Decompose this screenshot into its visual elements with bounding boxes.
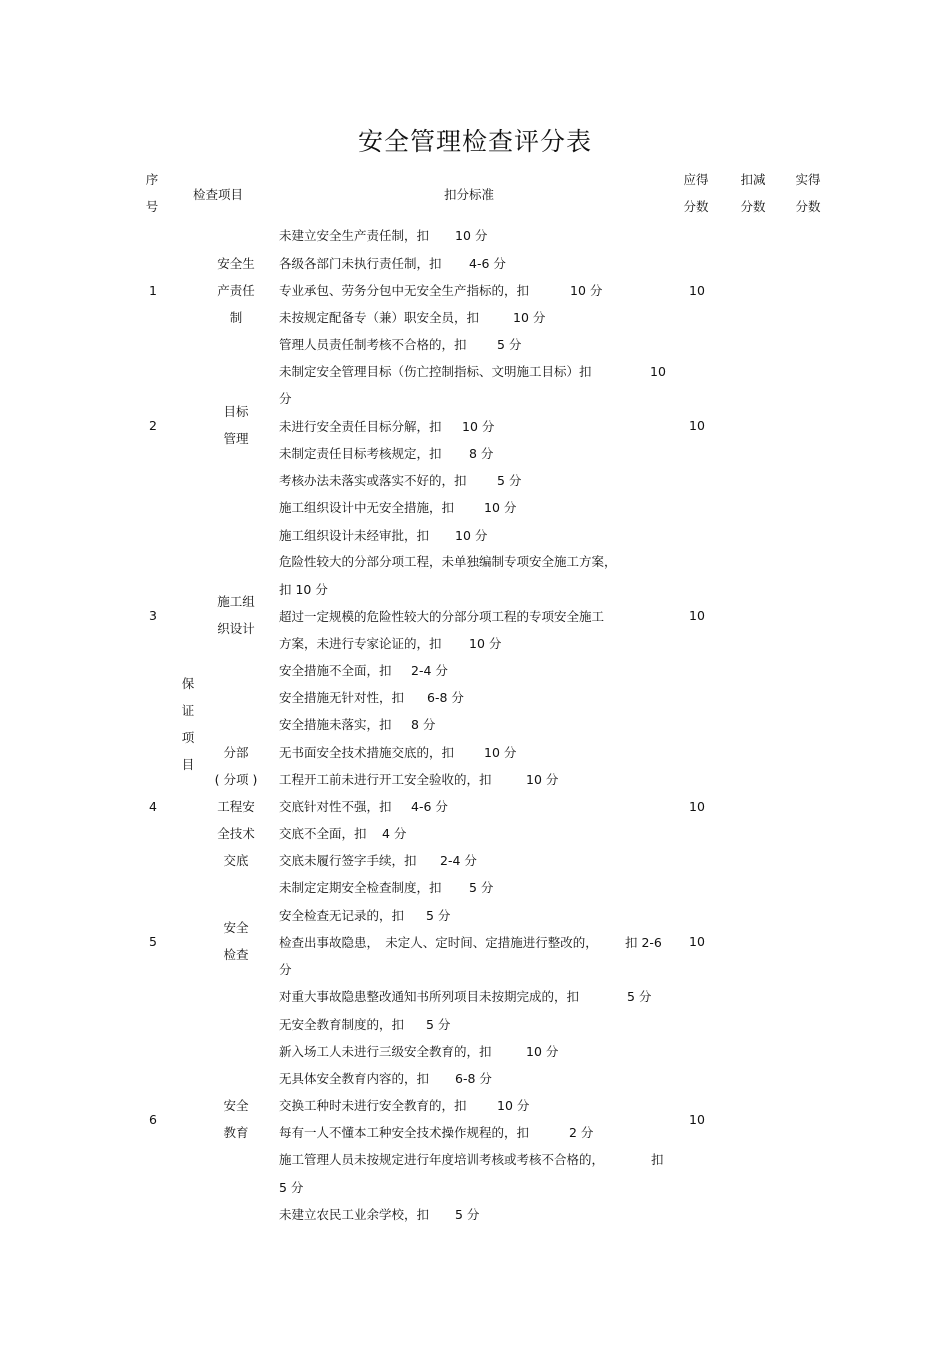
criterion-text: 未建立农民工业余学校，扣 (279, 1207, 430, 1222)
criterion-text: 交底不全面，扣 (279, 826, 367, 841)
criterion-text: 施工组织设计未经审批，扣 (279, 528, 430, 543)
criterion-text: 超过一定规模的危险性较大的分部分项工程的专项安全施工 (279, 609, 605, 624)
criterion-text: 交底针对性不强，扣 (279, 799, 392, 814)
header-seq: 号 (145, 199, 159, 214)
criterion-deduction: 6-8 分 (427, 690, 464, 705)
criterion-text: 施工管理人员未按规定进行年度培训考核或考核不合格的， (279, 1152, 605, 1167)
criterion-text: 无安全教育制度的，扣 (279, 1017, 405, 1032)
section-name: 交底 (223, 852, 249, 868)
criterion-deduction: 10 (650, 364, 666, 379)
criterion-text: 对重大事故隐患整改通知书所列项目未按期完成的，扣 (279, 989, 580, 1004)
header-actual-score: 分数 (795, 199, 821, 214)
section-number: 4 (149, 799, 157, 814)
criterion-deduction: 10 分 (455, 528, 488, 543)
header-due-score: 分数 (683, 199, 709, 214)
section-name: 管理 (223, 431, 249, 446)
header-seq: 序 (145, 172, 159, 187)
criterion-deduction: 10 分 (513, 310, 546, 325)
criterion-deduction: 4-6 分 (411, 799, 448, 814)
criterion-text: 未制定安全管理目标（伤亡控制指标、文明施工目标）扣 (279, 364, 592, 379)
group-label: 保 (181, 676, 195, 691)
criterion-deduction: 4 分 (382, 826, 407, 841)
criterion-text: 检查出事故隐患， 未定人、定时间、定措施进行整改的， (279, 935, 598, 950)
criterion-deduction: 5 分 (455, 1207, 480, 1222)
criterion-text: 考核办法未落实或落实不好的，扣 (279, 473, 467, 488)
criterion-deduction: 5 分 (497, 337, 522, 352)
criterion-deduction: 2-4 分 (440, 853, 477, 868)
criterion-deduction: 10 分 (455, 228, 488, 243)
criterion-text: 安全检查无记录的，扣 (279, 908, 405, 923)
criterion-text: 施工组织设计中无安全措施，扣 (279, 500, 455, 515)
criterion-deduction: 10 分 (570, 283, 603, 298)
criterion-text: 工程开工前未进行开工安全验收的，扣 (279, 772, 492, 787)
criterion-text: 无书面安全技术措施交底的，扣 (279, 745, 455, 760)
section-number: 2 (149, 418, 157, 433)
criterion-deduction: 5 分 (426, 1017, 451, 1032)
group-label: 目 (181, 757, 195, 772)
criterion-deduction: 10 分 (484, 500, 517, 515)
section-name: 施工组 (217, 594, 255, 609)
section-name: 全技术 (217, 825, 255, 841)
section-name: 教育 (223, 1125, 249, 1140)
page-title: 安全管理检查评分表 (357, 127, 592, 156)
criterion-deduction: 5 分 (426, 908, 451, 923)
criterion-deduction: 8 分 (411, 717, 436, 732)
section-name: 安全 (223, 1098, 249, 1113)
criterion-deduction: 10 分 (526, 772, 559, 787)
section-number: 6 (149, 1112, 157, 1127)
criterion-text: 未进行安全责任目标分解，扣 (279, 419, 442, 434)
section-due-score: 10 (689, 608, 705, 623)
criterion-text: 分 (279, 391, 292, 406)
criterion-text: 分 (279, 962, 292, 977)
criterion-deduction: 8 分 (469, 446, 494, 461)
criterion-text: 未按规定配备专（兼）职安全员，扣 (279, 310, 480, 325)
section-due-score: 10 (689, 418, 705, 433)
section-name: 目标 (223, 404, 249, 419)
criterion-text: 安全措施不全面，扣 (279, 663, 392, 678)
criterion-deduction: 10 分 (526, 1044, 559, 1059)
criterion-deduction: 10 分 (462, 419, 495, 434)
header-deduct-score: 扣减 (740, 172, 766, 187)
criterion-text: 各级各部门未执行责任制，扣 (279, 256, 442, 271)
section-due-score: 10 (689, 283, 705, 298)
header-due-score: 应得 (683, 172, 709, 187)
criterion-deduction: 2-4 分 (411, 663, 448, 678)
criterion-deduction: 5 分 (469, 880, 494, 895)
section-name: 安全生 (217, 255, 255, 271)
section-due-score: 10 (689, 934, 705, 949)
group-label: 项 (181, 730, 195, 745)
section-name: 安全 (223, 920, 249, 935)
criterion-deduction: 4-6 分 (469, 256, 506, 271)
criterion-text: 交换工种时未进行安全教育的，扣 (279, 1098, 467, 1113)
section-number: 5 (149, 934, 157, 949)
criterion-deduction: 扣 2-6 (625, 935, 662, 950)
criterion-deduction: 10 分 (497, 1098, 530, 1113)
criterion-deduction: 2 分 (569, 1125, 594, 1140)
section-due-score: 10 (689, 799, 705, 814)
criterion-deduction: 5 分 (497, 473, 522, 488)
criterion-text: 管理人员责任制考核不合格的，扣 (279, 337, 467, 352)
section-name: 分部 (223, 744, 249, 760)
header-actual-score: 实得 (795, 172, 821, 187)
criterion-deduction: 6-8 分 (455, 1071, 492, 1086)
criterion-deduction: 扣 (651, 1152, 664, 1167)
section-name: 产责任 (217, 282, 255, 298)
criterion-text: 未制定定期安全检查制度，扣 (279, 880, 442, 895)
criterion-text: 未建立安全生产责任制，扣 (279, 228, 430, 243)
section-number: 1 (149, 283, 157, 298)
criterion-deduction: 10 分 (484, 745, 517, 760)
criterion-text: 交底未履行签字手续，扣 (279, 853, 417, 868)
criterion-text: 安全措施无针对性，扣 (279, 690, 405, 705)
criterion-text: 5 分 (279, 1180, 304, 1195)
criterion-text: 新入场工人未进行三级安全教育的，扣 (279, 1044, 492, 1059)
section-name: 织设计 (217, 621, 255, 636)
criterion-deduction: 10 分 (469, 636, 502, 651)
section-name: 工程安 (217, 798, 255, 814)
section-number: 3 (149, 608, 157, 623)
criterion-text: 未制定责任目标考核规定，扣 (279, 446, 442, 461)
criterion-text: 无具体安全教育内容的，扣 (279, 1071, 430, 1086)
criterion-deduction: 5 分 (627, 989, 652, 1004)
group-label: 证 (181, 703, 195, 718)
criterion-text: 安全措施未落实，扣 (279, 717, 392, 732)
section-name: 制 (229, 309, 243, 325)
section-name: 检查 (223, 947, 249, 962)
criterion-text: 每有一人不懂本工种安全技术操作规程的，扣 (279, 1125, 530, 1140)
criterion-text: 危险性较大的分部分项工程，未单独编制专项安全施工方案， (279, 554, 617, 569)
criterion-text: 专业承包、劳务分包中无安全生产指标的，扣 (279, 283, 530, 298)
header-standard: 扣分标准 (443, 187, 495, 202)
header-deduct-score: 分数 (740, 199, 766, 214)
section-due-score: 10 (689, 1112, 705, 1127)
criterion-text: 扣 10 分 (279, 582, 328, 597)
header-item: 检查项目 (192, 187, 244, 202)
criterion-text: 方案，未进行专家论证的，扣 (279, 636, 442, 651)
section-name: ( 分项 ) (214, 771, 258, 787)
